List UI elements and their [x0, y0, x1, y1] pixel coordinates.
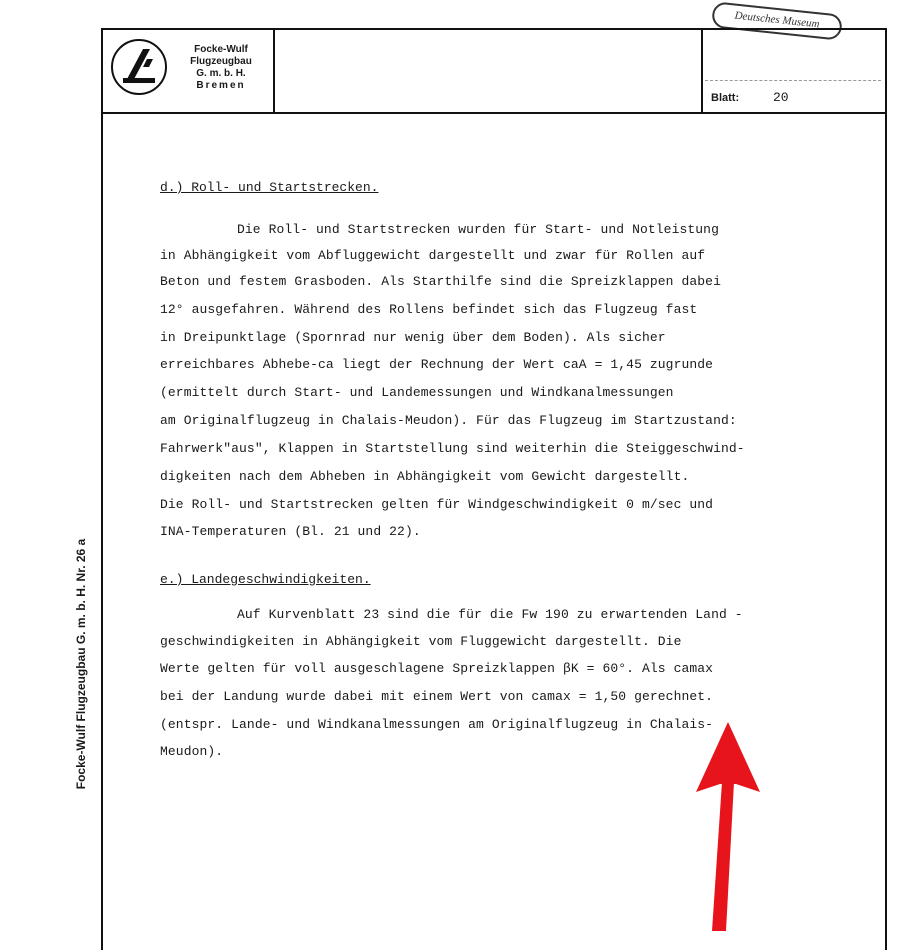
text-line: in Abhängigkeit vom Abfluggewicht dargestellt und zwar für Rollen auf: [160, 248, 706, 263]
text-line: Die Roll- und Startstrecken wurden für Start- und Notleistung: [237, 222, 719, 237]
text-line: Meudon).: [160, 744, 224, 759]
text-line: 12° ausgefahren. Während des Rollens befindet sich das Flugzeug fast: [160, 302, 698, 317]
arrow-shaft: [712, 782, 734, 931]
company-logo-icon: [111, 39, 167, 95]
sheet-number: 20: [773, 90, 789, 105]
title-cell: [273, 30, 703, 112]
logo-cell: [103, 30, 275, 112]
museum-stamp: Deutsches Museum: [711, 1, 843, 40]
text-line: am Originalflugzeug in Chalais-Meudon). Für das Flugzeug im Startzustand:: [160, 413, 737, 428]
text-line: erreichbares Abhebe-ca liegt der Rechnung der Wert caA = 1,45 zugrunde: [160, 357, 714, 372]
text-line: INA-Temperaturen (Bl. 21 und 22).: [160, 524, 421, 539]
text-line: bei der Landung wurde dabei mit einem Wert von camax = 1,50 gerechnet.: [160, 689, 714, 704]
text-line: (ermittelt durch Start- und Landemessungen und Windkanalmessungen: [160, 385, 674, 400]
text-line: geschwindigkeiten in Abhängigkeit vom Fluggewicht dargestellt. Die: [160, 634, 682, 649]
sheet-label: Blatt:: [711, 92, 740, 104]
text-line: Auf Kurvenblatt 23 sind die für die Fw 190 zu erwartenden Land -: [237, 607, 743, 622]
text-line: Fahrwerk"aus", Klappen in Startstellung sind weiterhin die Steiggeschwind-: [160, 441, 745, 456]
red-arrow-annotation: [696, 722, 766, 931]
document-page: [101, 28, 887, 950]
company-name: Focke-Wulf Flugzeugbau G. m. b. H. Bremen: [190, 44, 252, 91]
text-line: Beton und festem Grasboden. Als Starthilfe sind die Spreizklappen dabei: [160, 274, 721, 289]
section-d-heading: d.) Roll- und Startstrecken.: [160, 180, 379, 195]
title-block: [103, 30, 885, 114]
section-e-heading: e.) Landegeschwindigkeiten.: [160, 572, 371, 587]
sheet-cell: [701, 30, 885, 112]
arrow-head: [696, 722, 760, 792]
text-line: Werte gelten für voll ausgeschlagene Spreizklappen βK = 60°. Als camax: [160, 661, 714, 676]
text-line: (entspr. Lande- und Windkanalmessungen am Originalflugzeug in Chalais-: [160, 717, 714, 732]
text-line: Die Roll- und Startstrecken gelten für Windgeschwindigkeit 0 m/sec und: [160, 497, 714, 512]
divider: [705, 80, 881, 81]
text-line: digkeiten nach dem Abheben in Abhängigkeit vom Gewicht dargestellt.: [160, 469, 690, 484]
text-line: in Dreipunktlage (Spornrad nur wenig über dem Boden). Als sicher: [160, 330, 666, 345]
